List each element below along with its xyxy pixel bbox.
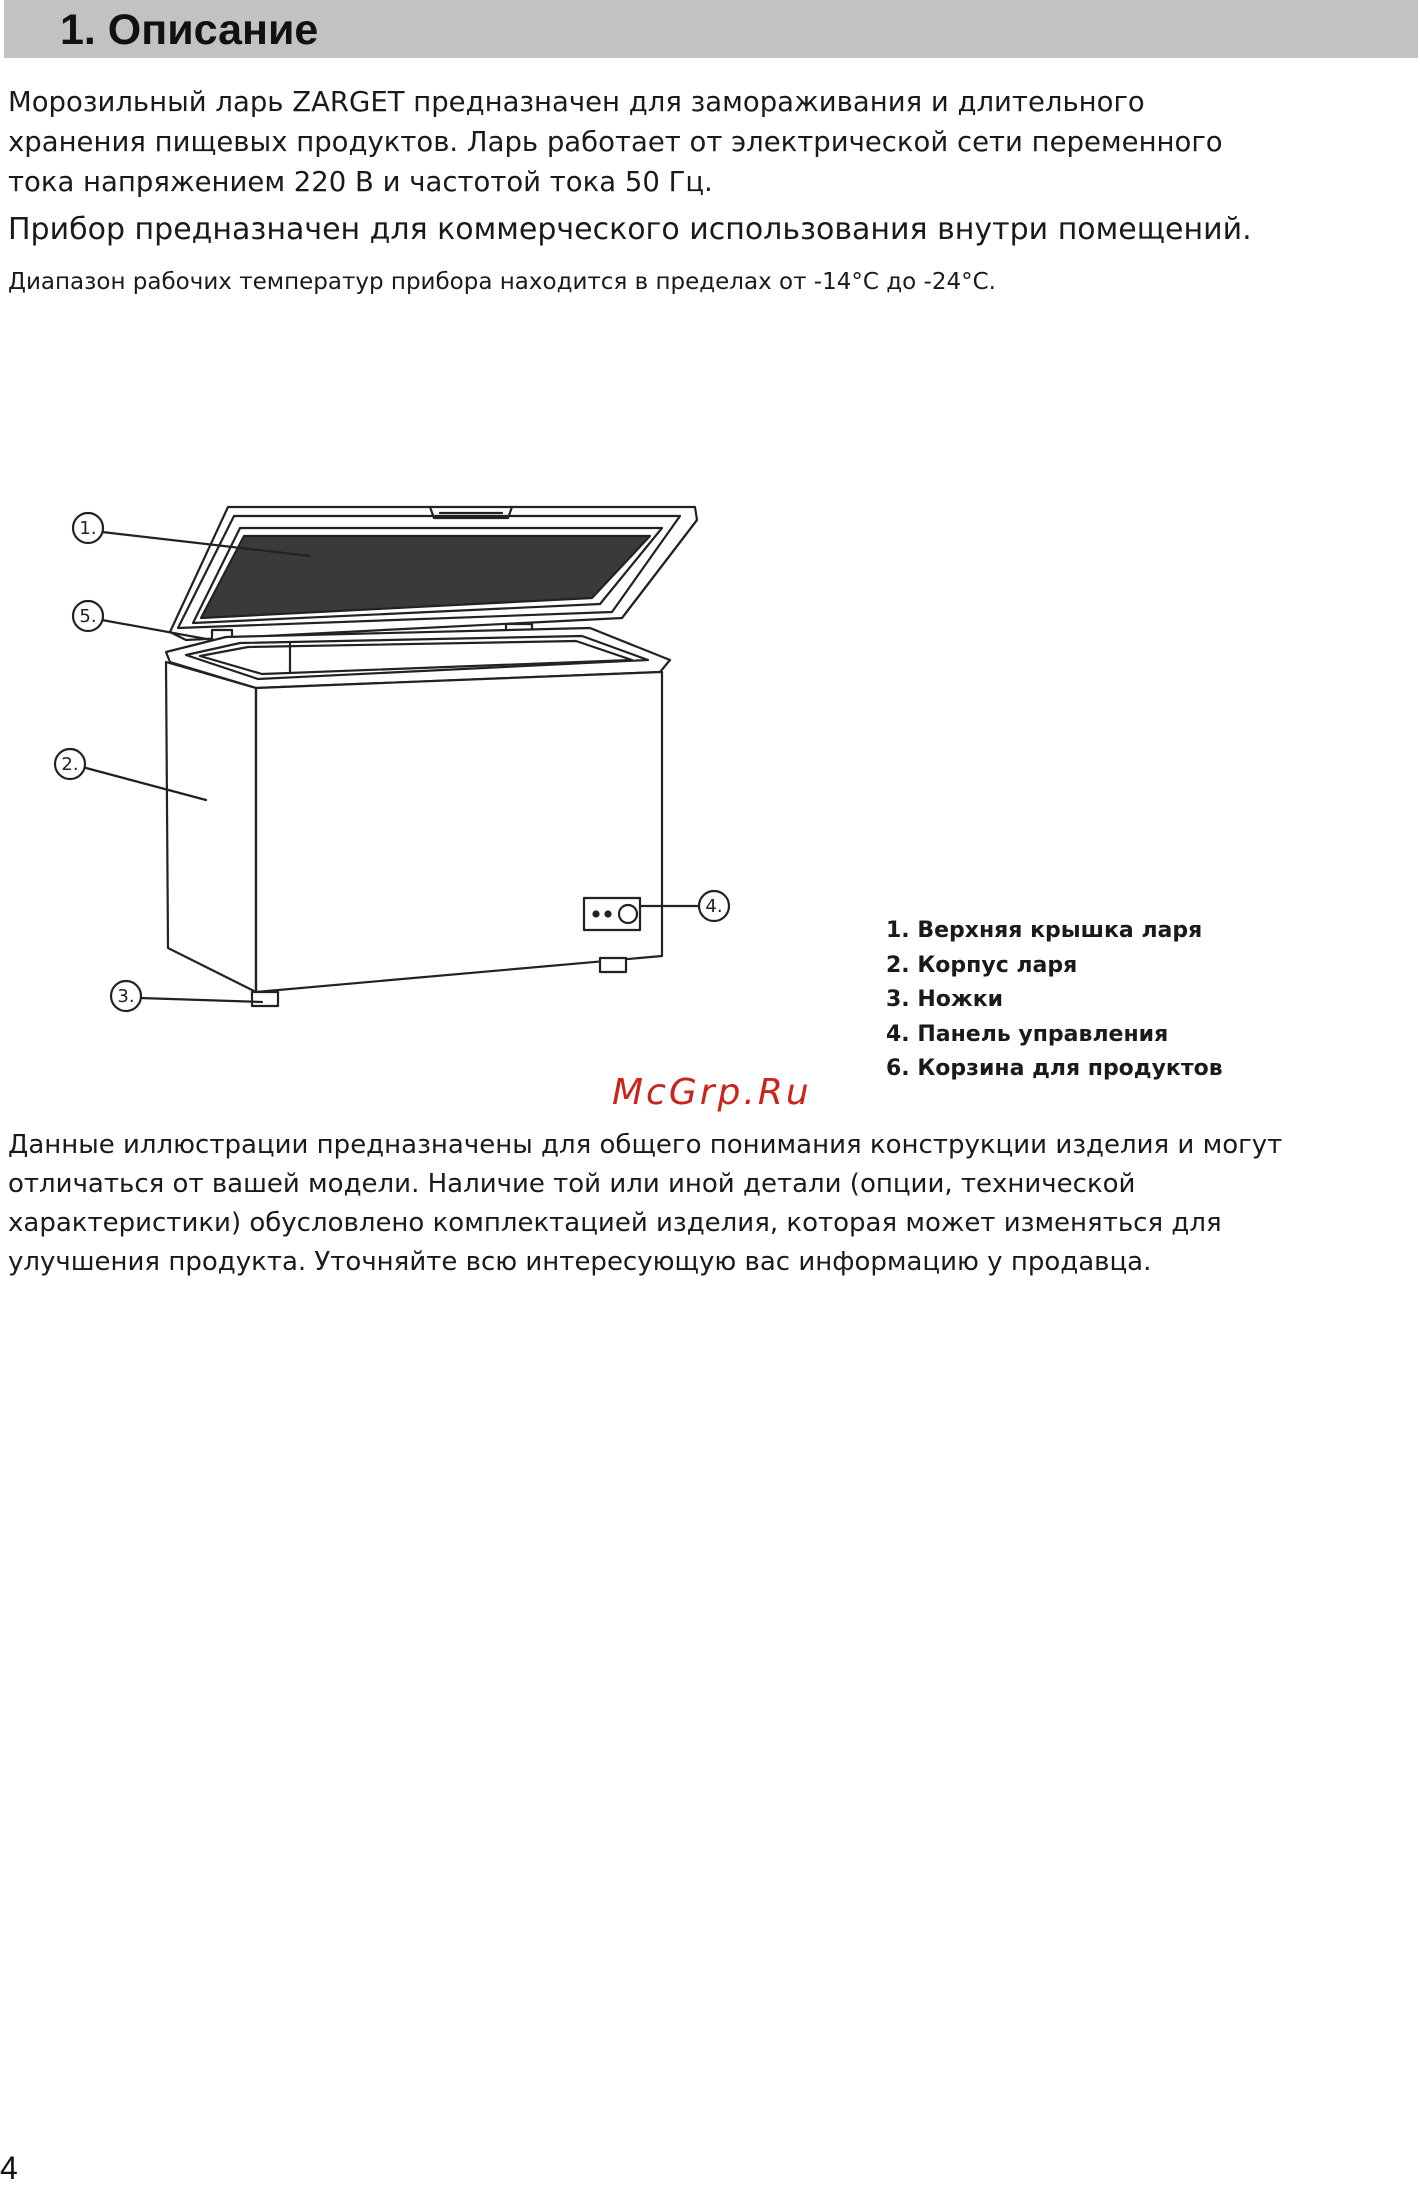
intro-paragraph	[8, 82, 1308, 202]
freezer-diagram	[0, 490, 760, 1030]
disclaimer-line: характеристики) обусловлено комплектацией изделия, которая может изменяться для	[8, 1208, 1222, 1238]
legend-item: 3. Ножки	[886, 987, 1004, 1012]
purpose-paragraph: Прибор предназначен для коммерческого использования внутри помещений.	[8, 212, 1252, 247]
legend-item: 6. Корзина для продуктов	[886, 1056, 1223, 1081]
callout-label: 3.	[117, 986, 135, 1007]
intro-line: хранения пищевых продуктов. Ларь работает от электрической сети переменного	[8, 126, 1223, 158]
watermark: McGrp.Ru	[612, 1072, 812, 1113]
disclaimer-line: Данные иллюстрации предназначены для общего понимания конструкции изделия и могут	[8, 1130, 1283, 1160]
callout-label: 4.	[705, 896, 723, 917]
callout-label: 2.	[61, 754, 79, 775]
body-drawing	[166, 628, 670, 1006]
parts-legend	[886, 914, 1223, 1087]
temperature-note: Диапазон рабочих температур прибора находится в пределах от -14°C до -24°C.	[8, 269, 996, 295]
page-number: 4	[0, 2150, 18, 2186]
callout-label: 5.	[79, 606, 97, 627]
lid-drawing	[170, 507, 697, 640]
disclaimer-line: улучшения продукта. Уточняйте всю интересующую вас информацию у продавца.	[8, 1247, 1152, 1277]
section-header	[4, 0, 1418, 58]
control-panel-drawing	[584, 898, 640, 930]
disclaimer-line: отличаться от вашей модели. Наличие той или иной детали (опции, технической	[8, 1169, 1136, 1199]
legend-item: 2. Корпус ларя	[886, 952, 1078, 978]
section-title: 1. Описание	[60, 6, 319, 54]
legend-item: 1. Верхняя крышка ларя	[886, 918, 1203, 943]
legend-item: 4. Панель управления	[886, 1021, 1169, 1047]
intro-line: тока напряжением 220 В и частотой тока 50 Гц.	[8, 166, 713, 198]
disclaimer-paragraph	[8, 1126, 1368, 1282]
callout-label: 1.	[79, 518, 97, 539]
intro-line: Морозильный ларь ZARGET предназначен для замораживания и длительного	[8, 86, 1145, 118]
